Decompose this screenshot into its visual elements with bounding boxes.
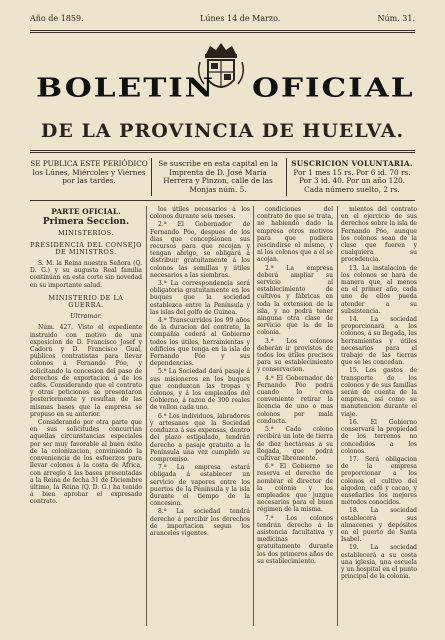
paragraph: 5.ª La Sociedad dará pasaje á sus misioneros en los buques que conduzcan las tropas y colonos, y á los empleados del Gobierno, á razon de 300 reales de vellon cada uno.	[150, 368, 250, 412]
paragraph: 2.ª El Gobernador de Fernando Póo, despues de los dias que concepsionen sus recursos para que recojan y tengan abrigo, se obligará á distribuir gratuitamente á los colonos las semillas y útiles necesarios a las siembras.	[150, 221, 250, 279]
voluntary-title: SUSCRICION VOLUNTARIA.	[291, 159, 413, 168]
publication-info: SE PUBLICA ESTE PERIÓDICO los Lúnes, Miércoles y Viérnes por las tardes.	[30, 159, 148, 186]
top-rule-double	[30, 32, 415, 33]
paragraph: 4.ª El Gobernador de Fernando Póo podrá cuando lo crea conveniente retirar la licencia de uno o mas colonos por mala conducta.	[257, 374, 333, 425]
paragraph: 19. La sociedad establecerá a su costa una iglesia, una escuela y un hospital en el punto principal de la colonia.	[341, 544, 417, 581]
war-ministry-heading: MINISTERIO DE LA GUERRA.	[48, 293, 124, 310]
price-line: Por 1 mes 15 rs. Por 6 id. 70 rs.	[293, 167, 411, 177]
paragraph: 7.ª La empresa estará obligada á establecer un servicio de vapores entre los puertos de la Península y la isla durante el tiempo de la concesion.	[150, 464, 250, 508]
paragraph: 4.ª Transcurridos los 99 años de la duracion del contrato, la compañía cederá al Gobierno todos los útiles, herramientas y edificios que tenga en la isla de Fernando Póo y sus dependencias.	[150, 317, 250, 368]
paragraph: 3.ª Los colonos deberán ir provistos de todos los útiles precisos para su establecimiento y conservacion.	[257, 337, 333, 374]
ultramar-heading: Ultramar.	[70, 312, 102, 321]
price-line: Por 3 id. 40. Por un año 120.	[299, 176, 405, 186]
paragraph: 5.ª Cada colono recibirá un lote de tierra de diez hectáreas a su llegada, que podrá cultivar libremente.	[257, 426, 333, 462]
paragraph: 16. El Gobierno conservará la propiedad de los terrenos no concedidos a los colonos.	[341, 418, 417, 455]
paragraph: los útiles necesarios á los colonos durante seis meses.	[150, 206, 250, 221]
issue-number: Núm. 31.	[377, 14, 415, 23]
column-separator	[146, 206, 147, 626]
paragraph: Considerando por otra parte que en sus solicitudes concurrian aquellas circunstancias especiales por ser muy favorable al buen éxito de la colonizacion, conviniendo la conveniencia de los esfuerzos para llevar colonos á la costa de Africa, con arreglo á las bases presentadas a la Reina de fecha 31 de Diciembre último, la Reina (Q. D. G.) ha tenido á bien aprobar el expresado contrato.	[30, 419, 142, 506]
paragraph: Núm. 427. Visto el expediente instruido con motivo de una exposicion de D. Francisco Josef y Cadorn y D. Francisco Gual, públicos contratistas para llevar colonos á Fernando Póo, y solicitando la concesion del paso de derechos de exportacion á de los cafés. Considerando que el contrato y otras peticiones se presentaron posteriormente y resultan de las mismas bases que la empresa se propuso en su anterior.	[30, 324, 142, 418]
subtitle-rule-double	[30, 152, 415, 153]
paragraph: 14. La sociedad proporcionará a los colonos, á su llegada, las herramientas y útiles necesarios para el trabajo de las tierras que se les concedan.	[341, 316, 417, 367]
paragraph: 17. Será obligacion de la empresa proporcionar a los colonos el cultivo del algodon, café y cacao, y enseñarles los mejores métodos conocidos.	[341, 455, 417, 507]
paragraph: 2.ª La empresa deberá ampliar su servicio al establecimiento de cultivos y fábricas en toda la extension de la isla, y no podrá tener ninguna otra clase de servicio que la de la colonia.	[257, 264, 333, 337]
info-separator	[151, 158, 152, 196]
paragraph: mientos del contrato en el ejercicio de sus derechos sobre la isla de Fernando Póo, aunque los colonos sean de la clase que fueren y cualquiera su procedencia.	[341, 206, 417, 264]
column-1	[30, 206, 142, 507]
prices-box	[289, 160, 415, 194]
column-4	[341, 206, 417, 581]
subsection-heading: Primera Seccion.	[42, 217, 130, 228]
masthead-subtitle: DE LA PROVINCIA DE HUELVA.	[40, 120, 405, 142]
column-separator	[337, 206, 338, 626]
column-separator	[253, 206, 254, 626]
paragraph: 6.ª El Gobierno se reserva el derecho de nombrar el director de la colonia y los empleados que juzgue necesarios para el buen régimen de la misma.	[257, 463, 333, 514]
single-issue-price: Cada número suelto, 2 rs.	[304, 184, 400, 194]
paragraph: 18. La sociedad establecerá sus almacenes y depósitos en el puerto de Santa Isabel.	[341, 507, 417, 544]
info-separator	[286, 158, 287, 196]
ministries-heading: MINISTERIOS.	[57, 229, 115, 238]
subtitle-rule	[30, 150, 415, 151]
top-rule	[30, 30, 415, 31]
paragraph: 8.ª La sociedad tendrá derecho á percibir los derechos de importacion segun los aranceles vigentes.	[150, 508, 250, 537]
paragraph: 13. La instalacion de los colonos se hará de manera que, al menos en el primer año, cada uno de ellos pueda atender a su subsistencia.	[341, 264, 417, 315]
paragraph: 15. Los gastos de transporte de los colonos y de sus familias serán de cuenta de la empresa, así como su manutencion durante el viaje.	[341, 367, 417, 418]
paragraph: condiciones del contrato de que se trata, no habiendo dado la empresa otros motivos para que pudiera rescindirse el mismo, y ni los colonos que a él se acojan.	[257, 206, 333, 264]
presidency-heading: PRESIDENCIA DEL CONSEJO DE MINISTROS.	[30, 240, 142, 256]
masthead-title-left: BOLETIN	[36, 72, 216, 104]
paragraph: 6.ª Los individuos, labradores y artesanos que la Sociedad conduzca á sus expensas, dentro del plazo estipulado, tendrán derecho a pasaje gratuito a la Península una vez cumplido su compromiso.	[150, 412, 250, 463]
column-3	[257, 206, 333, 566]
masthead-title-right: OFICIAL	[252, 72, 415, 104]
year-label: Año de 1859.	[30, 14, 84, 23]
subscription-info: Se suscribe en esta capital en la Imprenta de D. José María Herrera y Pinzon, calle de las Monjas núm. 5.	[158, 159, 278, 194]
section-heading: PARTE OFICIAL.	[51, 207, 121, 216]
body-rule	[30, 200, 415, 201]
column-2	[150, 206, 250, 538]
header-line	[30, 14, 415, 26]
date-label: Lúnes 14 de Marzo.	[200, 14, 281, 23]
paragraph: S. M. la Reina nuestra Señora (Q. D. G.) y su augusta Real familia continúan en esta corte sin novedad en su importante salud.	[30, 260, 142, 289]
paragraph: 7.ª Los colonos tendrán derecho á la asistencia facultativa y medicinas gratuitamente durante los dos primeros años de su establecimiento.	[257, 514, 333, 565]
paragraph: 3.ª La correspondencia será obligatoria gratuitamente en los buques que la sociedad establezca entre la Península y las islas del golfo de Guinea.	[150, 280, 250, 316]
